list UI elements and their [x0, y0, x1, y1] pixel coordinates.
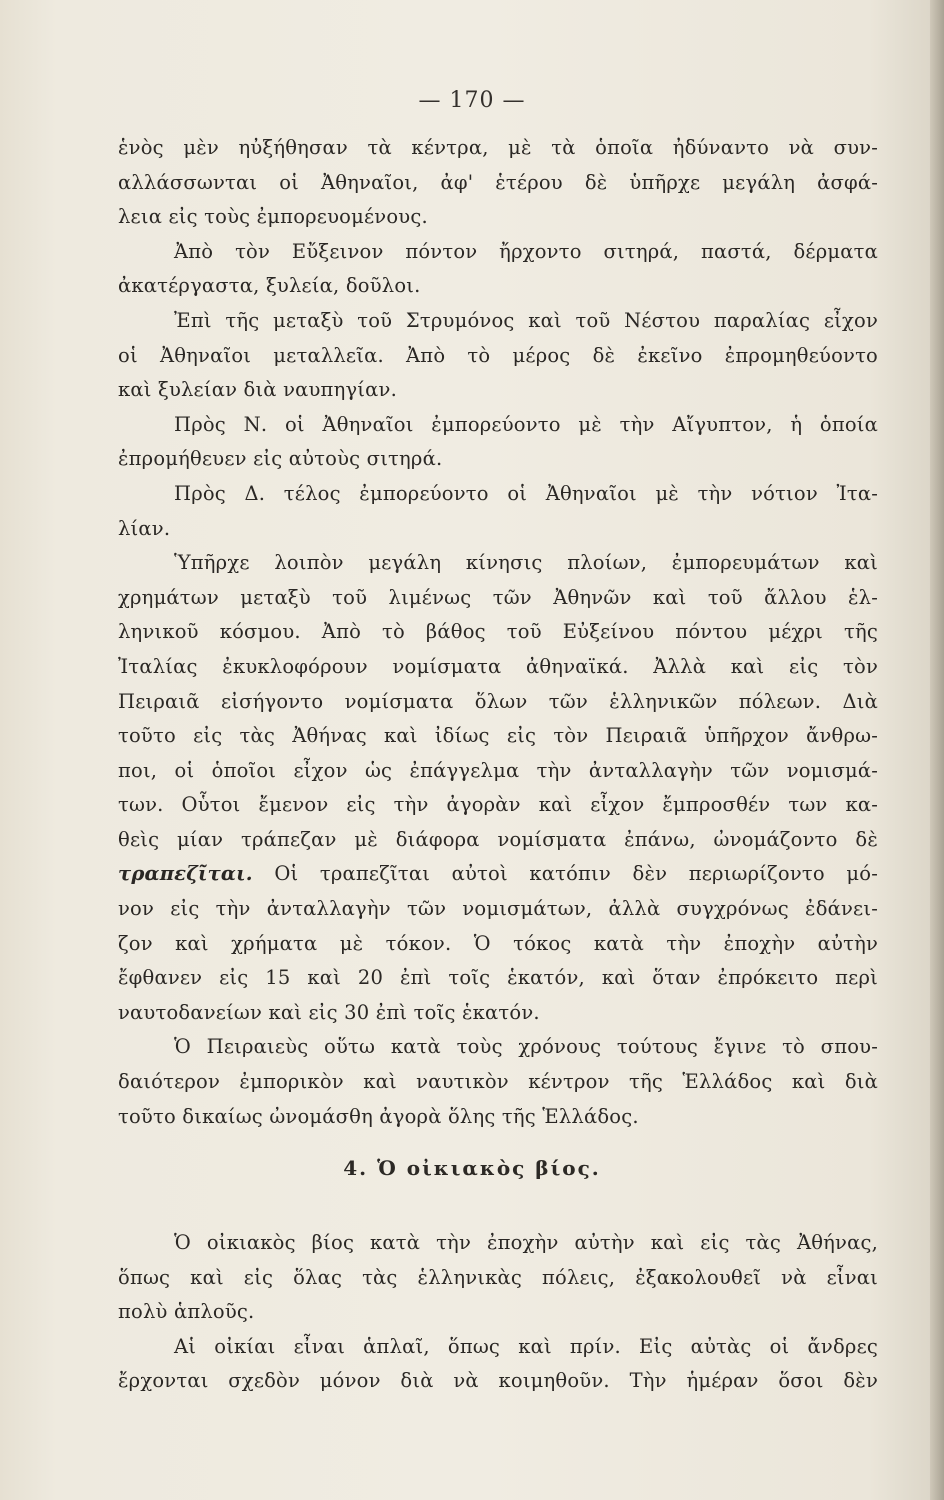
body-text-section-1	[118, 131, 878, 1134]
text-line: Αἱ οἰκίαι εἶναι ἁπλαῖ, ὅπως καὶ πρίν. Εἰς αὐτὰς οἱ ἄνδρες	[174, 1334, 878, 1358]
text-line: Ὁ Πειραιεὺς οὕτω κατὰ τοὺς χρόνους τούτους ἔγινε τὸ σπου-	[174, 1035, 878, 1059]
text-line: ἀκατέργαστα, ξυλεία, δοῦλοι.	[118, 274, 421, 298]
text-line: ποι, οἱ ὁποῖοι εἶχον ὡς ἐπάγγελμα τὴν ἀνταλλαγὴν τῶν νομισμά-	[118, 758, 878, 782]
section-heading: 4. Ὁ οἰκιακὸς βίος.	[343, 1156, 601, 1180]
text-line: Ἐπὶ τῆς μεταξὺ τοῦ Στρυμόνος καὶ τοῦ Νέστου παραλίας εἶχον	[174, 308, 878, 332]
text-line: τοῦτο εἰς τὰς Ἀθήνας καὶ ἰδίως εἰς τὸν Πειραιᾶ ὑπῆρχον ἄνθρω-	[118, 724, 878, 748]
text-line: ὅπως καὶ εἰς ὅλας τὰς ἑλληνικὰς πόλεις, ἐξακολουθεῖ νὰ εἶναι	[118, 1265, 878, 1289]
text-line: ἔφθανεν εἰς 15 καὶ 20 ἐπὶ τοῖς ἑκατόν, καὶ ὅταν ἐπρόκειτο περὶ	[118, 966, 878, 990]
text-line-rest: Οἱ τραπεζῖται αὐτοὶ κατόπιν δὲν περιωρίζοντο μό-	[252, 862, 878, 886]
emphasized-term: τραπεζῖται.	[118, 862, 253, 886]
text-line: Πειραιᾶ εἰσήγοντο νομίσματα ὅλων τῶν ἑλληνικῶν πόλεων. Διὰ	[118, 689, 878, 713]
text-line: δαιότερον ἐμπορικὸν καὶ ναυτικὸν κέντρον τῆς Ἑλλάδος καὶ διὰ	[118, 1070, 878, 1094]
text-line: ἔρχονται σχεδὸν μόνον διὰ νὰ κοιμηθοῦν. Τὴν ἡμέραν ὅσοι δὲν	[118, 1369, 878, 1393]
text-line: χρημάτων μεταξὺ τοῦ λιμένως τῶν Ἀθηνῶν καὶ τοῦ ἄλλου ἑλ-	[118, 585, 878, 609]
text-line: Πρὸς Ν. οἱ Ἀθηναῖοι ἐμπορεύοντο μὲ τὴν Αἴγυπτον, ἡ ὁποία	[174, 412, 878, 436]
text-line: των. Οὗτοι ἔμενον εἰς τὴν ἀγορὰν καὶ εἶχον ἔμπροσθέν των κα-	[118, 793, 878, 817]
text-line: αλλάσσωνται οἱ Ἀθηναῖοι, ἀφ' ἑτέρου δὲ ὑπῆρχε μεγάλη ἀσφά-	[118, 170, 878, 194]
text-line: ναυτοδανείων καὶ εἰς 30 ἐπὶ τοῖς ἑκατόν.	[118, 1000, 540, 1024]
page-edge-shadow	[930, 0, 944, 1500]
text-line	[118, 857, 878, 892]
text-line: ζον καὶ χρήματα μὲ τόκον. Ὁ τόκος κατὰ τὴν ἐποχὴν αὐτὴν	[118, 931, 878, 955]
text-line: Ἰταλίας ἐκυκλοφόρουν νομίσματα ἀθηναϊκά. Ἀλλὰ καὶ εἰς τὸν	[118, 654, 878, 678]
text-line: ληνικοῦ κόσμου. Ἀπὸ τὸ βάθος τοῦ Εὐξείνου πόντου μέχρι τῆς	[118, 620, 878, 644]
text-line: Ἀπὸ τὸν Εὔξεινον πόντον ἤρχοντο σιτηρά, παστά, δέρματα	[174, 239, 878, 263]
text-line: καὶ ξυλείαν διὰ ναυπηγίαν.	[118, 378, 397, 402]
text-line: νον εἰς τὴν ἀνταλλαγὴν τῶν νομισμάτων, ἀλλὰ συγχρόνως ἐδάνει-	[118, 897, 878, 921]
text-line: ἑνὸς μὲν ηὐξήθησαν τὰ κέντρα, μὲ τὰ ὁποῖα ἠδύναντο νὰ συν-	[118, 136, 878, 159]
text-line: λεια εἰς τοὺς ἐμπορευομένους.	[118, 205, 428, 229]
text-line: Ὁ οἰκιακὸς βίος κατὰ τὴν ἐποχὴν αὐτὴν καὶ εἰς τὰς Ἀθήνας,	[174, 1231, 878, 1254]
text-line: θεὶς μίαν τράπεζαν μὲ διάφορα νομίσματα ἐπάνω, ὠνομάζοντο δὲ	[118, 827, 878, 851]
text-line: λίαν.	[118, 516, 171, 540]
text-line: πολὺ ἁπλοῦς.	[118, 1300, 255, 1324]
text-line: Ὑπῆρχε λοιπὸν μεγάλη κίνησις πλοίων, ἐμπορευμάτων καὶ	[174, 551, 878, 575]
page-number: — 170 —	[418, 88, 526, 113]
text-line: οἱ Ἀθηναῖοι μεταλλεῖα. Ἀπὸ τὸ μέρος δὲ ἐκεῖνο ἐπρομηθεύοντο	[118, 343, 878, 367]
body-text-section-2	[118, 1226, 878, 1399]
text-line: τοῦτο δικαίως ὠνομάσθη ἀγορὰ ὅλης τῆς Ἑλλάδος.	[118, 1104, 639, 1128]
text-line: Πρὸς Δ. τέλος ἐμπορεύοντο οἱ Ἀθηναῖοι μὲ τὴν νότιον Ἰτα-	[174, 481, 878, 505]
text-line: ἐπρομήθευεν εἰς αὐτοὺς σιτηρά.	[118, 447, 443, 471]
